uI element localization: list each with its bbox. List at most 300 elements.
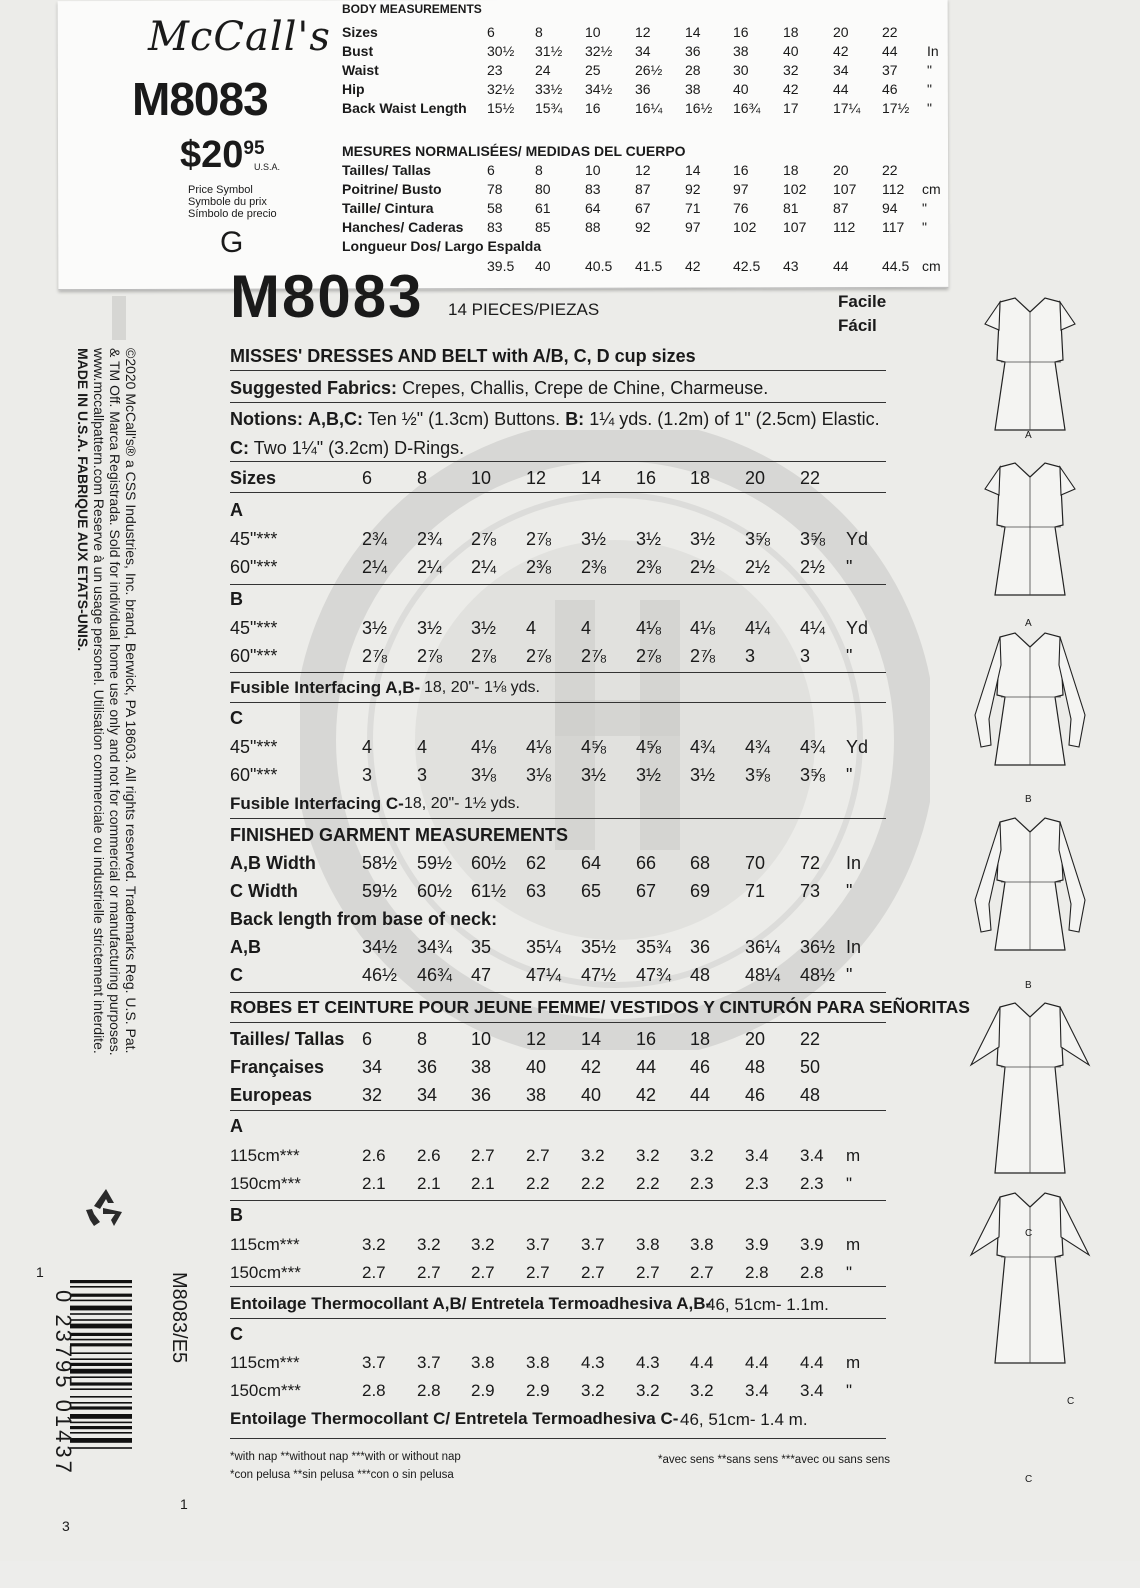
size-cell: 16: [636, 468, 657, 488]
cell: 2½: [745, 557, 771, 577]
cell: 68: [690, 853, 711, 873]
cell: 48: [800, 1085, 821, 1105]
cell: 37: [882, 62, 898, 78]
cell: 4⅛: [526, 737, 552, 757]
size-cell: 18: [690, 468, 711, 488]
cell: 3½: [636, 765, 662, 785]
unit: cm: [922, 181, 941, 197]
cell: 87: [833, 200, 849, 216]
dress-sketch: [955, 1185, 1105, 1365]
cell: 107: [833, 181, 857, 197]
size-cell: 12: [526, 468, 547, 488]
cell: 2.7: [362, 1263, 386, 1282]
cell: 10: [585, 162, 601, 178]
barcode-bar: [70, 1306, 132, 1311]
unit: m: [846, 1353, 861, 1372]
cell: 2.7: [417, 1263, 441, 1282]
row-label: 115cm***: [230, 1353, 300, 1372]
notions-c: C: Two 1¼" (3.2cm) D-Rings.: [230, 438, 465, 458]
cell: 3⅝: [745, 765, 771, 785]
cell: 23: [487, 62, 503, 78]
barcode-bar: [70, 1369, 132, 1374]
cell: 2.6: [362, 1146, 386, 1165]
cell: 18: [783, 162, 799, 178]
row-label: C: [230, 965, 243, 985]
barcode-bar: [70, 1402, 132, 1404]
cell: 3.8: [636, 1235, 660, 1254]
cell: 33½: [535, 81, 563, 97]
cell: 61½: [471, 881, 507, 901]
cell: 66: [636, 853, 657, 873]
cell: 3½: [690, 765, 716, 785]
pattern-number: M8083: [132, 73, 268, 125]
cell: 67: [635, 200, 651, 216]
cell: 3: [362, 765, 373, 785]
cell: 2.8: [745, 1263, 769, 1282]
sizes-header: Sizes: [230, 468, 277, 488]
cell: 4.3: [581, 1353, 605, 1372]
cell: 2.2: [581, 1174, 605, 1193]
cell: 6: [362, 1029, 373, 1049]
cell: 8: [535, 24, 543, 40]
cell: 42: [581, 1057, 602, 1077]
cell: 47¼: [526, 965, 562, 985]
cell: 36: [417, 1057, 438, 1077]
unit: ": [846, 1174, 853, 1193]
cell: 3.2: [471, 1235, 495, 1254]
fusible-ab-text: 18, 20"- 1⅛ yds.: [424, 679, 540, 696]
metric-measurements-header: MESURES NORMALISÉES/ MEDIDAS DEL CUERPO: [342, 143, 686, 159]
view-sketches: [955, 280, 1105, 1500]
cell: 4⅝: [581, 737, 607, 757]
row-label: C Width: [230, 881, 298, 901]
cell: 32½: [585, 43, 613, 59]
cell: 26½: [635, 62, 663, 78]
barcode: [70, 1280, 134, 1520]
cell: 85: [535, 219, 551, 235]
unit: Yd: [846, 737, 869, 757]
row-label: Hanches/ Caderas: [342, 219, 464, 235]
cell: 2¼: [471, 557, 497, 577]
barcode-bar: [70, 1324, 132, 1329]
unit: ": [846, 765, 853, 785]
row-label: 45"***: [230, 618, 278, 638]
metric-b-label: B: [230, 1205, 243, 1225]
cell: 71: [745, 881, 766, 901]
cell: 3.2: [581, 1146, 605, 1165]
barcode-bar: [70, 1363, 132, 1366]
cell: 42: [636, 1085, 657, 1105]
cell: 38: [471, 1057, 492, 1077]
dress-sketch: [955, 290, 1105, 470]
copyright-block: ©2020 McCall's® a CSS Industries, Inc. brand, Berwick, PA 18603. All rights reserved. Trademarks Reg. U.S. Pat. & TM Off. Marca Registrada. Sold for individual home use only and not for commercial or manufacturing purposes. www.mccallpattern.com Reserve à un usage personel. Utilisation commerciale ou industrielle strictement interdite. MADE IN U.S.A. FABRIQUE AUX ETATS-UNIS.: [75, 348, 139, 1056]
row-label: 60"***: [230, 557, 278, 577]
cell: 40: [535, 258, 551, 274]
fusible-c-text: 18, 20"- 1½ yds.: [404, 795, 520, 812]
unit: In: [846, 853, 862, 873]
cell: 112: [882, 181, 905, 197]
cell: 3⅛: [471, 765, 497, 785]
cell: 35: [471, 937, 492, 957]
barcode-bar: [70, 1333, 132, 1336]
barcode-bar: [70, 1388, 132, 1390]
unit: ": [846, 1381, 853, 1400]
unit: cm: [922, 258, 941, 274]
unit: ": [927, 62, 932, 78]
cell: 12: [635, 162, 651, 178]
cell: 2.3: [690, 1174, 714, 1193]
cell: 3.4: [745, 1381, 769, 1400]
cell: 16: [733, 162, 749, 178]
cell: 4⅛: [690, 618, 716, 638]
cell: 3.7: [362, 1353, 386, 1372]
dress-sketch: [955, 810, 1105, 990]
unit: ": [846, 646, 853, 666]
metric-a-label: A: [230, 1116, 243, 1136]
back-length-label: Longueur Dos/ Largo Espalda: [342, 238, 542, 254]
size-cell: 20: [745, 468, 766, 488]
barcode-bar: [70, 1432, 132, 1434]
cell: 46½: [362, 965, 398, 985]
cell: 3.4: [800, 1146, 824, 1165]
cell: 3.4: [745, 1146, 769, 1165]
cell: 3⅝: [800, 765, 826, 785]
cell: 2.7: [690, 1263, 714, 1282]
barcode-bar: [70, 1438, 132, 1443]
cell: 44: [636, 1057, 657, 1077]
view-c-label: C: [230, 708, 243, 728]
barcode-bar: [70, 1382, 132, 1385]
row-label: Sizes: [342, 24, 378, 40]
cell: 44: [833, 258, 849, 274]
view-label: A: [1025, 618, 1032, 629]
cell: 2.9: [471, 1381, 495, 1400]
entoilage-c-label: Entoilage Thermocollant C/ Entretela Termoadhesiva C-: [230, 1409, 679, 1428]
cell: 70: [745, 853, 766, 873]
cell: 3: [745, 646, 756, 666]
unit: ": [927, 81, 932, 97]
cell: 62: [526, 853, 547, 873]
cell: 97: [733, 181, 749, 197]
cell: 65: [581, 881, 602, 901]
unit: m: [846, 1146, 861, 1165]
size-cell: 10: [471, 468, 492, 488]
cell: 4.4: [745, 1353, 769, 1372]
cell: 83: [487, 219, 503, 235]
cell: 4: [362, 737, 373, 757]
rule: [230, 1022, 886, 1023]
footnote-en: *with nap **without nap ***with or without nap: [230, 1451, 461, 1463]
cell: 10: [471, 1029, 492, 1049]
cell: 107: [783, 219, 807, 235]
cell: 3⅛: [526, 765, 552, 785]
cell: 2.8: [800, 1263, 824, 1282]
cell: 2¼: [362, 557, 388, 577]
barcode-bar: [70, 1280, 132, 1283]
cell: 36: [471, 1085, 492, 1105]
cell: 3.2: [690, 1146, 714, 1165]
unit: ": [927, 100, 932, 116]
row-label: Tailles/ Tallas: [342, 162, 431, 178]
body-measurements-header: BODY MEASUREMENTS: [342, 4, 482, 16]
cell: 58½: [362, 853, 398, 873]
cell: 2.7: [471, 1263, 495, 1282]
barcode-bar: [70, 1352, 132, 1354]
unit: In: [927, 43, 939, 59]
cell: 35¼: [526, 937, 562, 957]
cell: 32: [362, 1085, 383, 1105]
cell: 35½: [581, 937, 617, 957]
rule: [230, 818, 886, 819]
cell: 72: [800, 853, 821, 873]
brand-logo: McCall's: [148, 14, 331, 60]
cell: 16: [585, 100, 601, 116]
barcode-bar: [70, 1300, 132, 1302]
cell: 92: [635, 219, 651, 235]
cell: 41.5: [635, 258, 663, 274]
cell: 2.7: [471, 1146, 495, 1165]
pieces-count: 14 PIECES/PIEZAS: [448, 300, 600, 319]
barcode-side-top: 1: [36, 1264, 44, 1280]
cell: 4¾: [800, 737, 826, 757]
price-country: U.S.A.: [254, 162, 281, 172]
unit: m: [846, 1235, 861, 1254]
unit: ": [846, 965, 853, 985]
metric-header: ROBES ET CEINTURE POUR JEUNE FEMME/ VESTIDOS Y CINTURÓN PARA SEÑORITAS: [230, 997, 970, 1017]
cell: 36¼: [745, 937, 781, 957]
cell: 34½: [585, 81, 613, 97]
cell: 102: [733, 219, 757, 235]
cell: 97: [685, 219, 701, 235]
cell: 2.1: [417, 1174, 441, 1193]
cell: 2.3: [800, 1174, 824, 1193]
cell: 8: [417, 1029, 428, 1049]
size-cell: 8: [417, 468, 428, 488]
cell: 2⅞: [581, 646, 607, 666]
cell: 42.5: [733, 258, 761, 274]
row-label: 150cm***: [230, 1263, 301, 1282]
cell: 46¾: [417, 965, 453, 985]
cell: 16: [733, 24, 749, 40]
view-label: A: [1025, 430, 1032, 441]
cell: 2.1: [362, 1174, 386, 1193]
row-label: A,B Width: [230, 853, 316, 873]
cell: 46: [882, 81, 898, 97]
row-label: Hip: [342, 81, 365, 97]
cell: 16: [636, 1029, 657, 1049]
barcode-bar: [70, 1343, 132, 1346]
barcode-bar: [70, 1414, 132, 1419]
cell: 2.6: [417, 1146, 441, 1165]
row-label: 45"***: [230, 529, 278, 549]
cell: 67: [636, 881, 657, 901]
cell: 2⅞: [526, 529, 552, 549]
view-label: C: [1025, 1474, 1033, 1485]
cell: 2⅜: [636, 557, 662, 577]
view-label: B: [1025, 980, 1032, 991]
cell: 3½: [581, 529, 607, 549]
cell: 3.2: [636, 1381, 660, 1400]
cell: 64: [585, 200, 601, 216]
cell: 46: [745, 1085, 766, 1105]
back-length-header: Back length from base of neck:: [230, 909, 498, 929]
cell: 40: [526, 1057, 547, 1077]
cell: 18: [690, 1029, 711, 1049]
cell: 35¾: [636, 937, 672, 957]
cell: 4¼: [745, 618, 771, 638]
cell: 3.8: [690, 1235, 714, 1254]
row-label: Waist: [342, 62, 379, 78]
unit: ": [922, 200, 927, 216]
row-label: Poitrine/ Busto: [342, 181, 442, 197]
fusible-ab-label: Fusible Interfacing A,B-: [230, 678, 421, 697]
entoilage-ab-text: 46, 51cm- 1.1m.: [706, 1295, 829, 1314]
cell: 34: [635, 43, 651, 59]
metric-c-label: C: [230, 1324, 243, 1344]
cell: 50: [800, 1057, 821, 1077]
cell: 48¼: [745, 965, 781, 985]
cell: 34¾: [417, 937, 453, 957]
cell: 36: [690, 937, 711, 957]
barcode-bar: [70, 1422, 132, 1424]
cell: 2.7: [526, 1146, 550, 1165]
cell: 4: [526, 618, 537, 638]
cell: 14: [685, 24, 701, 40]
cell: 64: [581, 853, 602, 873]
cell: 83: [585, 181, 601, 197]
cell: 2½: [800, 557, 826, 577]
cell: 2.7: [526, 1263, 550, 1282]
cell: 3½: [636, 529, 662, 549]
rule: [230, 1438, 886, 1439]
cell: 20: [833, 24, 849, 40]
cell: 34: [417, 1085, 438, 1105]
rule: [230, 1200, 886, 1201]
cell: 3½: [362, 618, 388, 638]
barcode-bar: [70, 1406, 132, 1409]
cell: 2⅞: [690, 646, 716, 666]
footnote-es: *con pelusa **sin pelusa ***con o sin pelusa: [230, 1469, 454, 1481]
cell: 3.2: [690, 1381, 714, 1400]
cell: 3½: [690, 529, 716, 549]
cell: 2.9: [526, 1381, 550, 1400]
row-label: 150cm***: [230, 1174, 301, 1193]
cell: 2⅜: [526, 557, 552, 577]
cell: 3.9: [800, 1235, 824, 1254]
cell: 47¾: [636, 965, 672, 985]
unit: ": [846, 881, 853, 901]
cell: 2.7: [636, 1263, 660, 1282]
cell: 22: [882, 162, 898, 178]
cell: 4⅛: [471, 737, 497, 757]
cell: 92: [685, 181, 701, 197]
cell: 42: [685, 258, 701, 274]
cell: 48½: [800, 965, 836, 985]
row-label: Françaises: [230, 1057, 325, 1077]
rule: [230, 992, 886, 993]
row-label: 60"***: [230, 646, 278, 666]
rule: [230, 584, 886, 585]
cell: 71: [685, 200, 701, 216]
dress-sketch: [955, 625, 1105, 805]
cell: 3.9: [745, 1235, 769, 1254]
cell: 78: [487, 181, 503, 197]
barcode-side-bottom: 3: [62, 1518, 70, 1534]
cell: 46: [690, 1057, 711, 1077]
cell: 18: [783, 24, 799, 40]
cell: 3.2: [417, 1235, 441, 1254]
finished-header: FINISHED GARMENT MEASUREMENTS: [230, 825, 569, 845]
cell: 4⅛: [636, 618, 662, 638]
rule: [230, 702, 886, 703]
cell: 14: [581, 1029, 602, 1049]
cell: 4¾: [745, 737, 771, 757]
barcode-bar: [70, 1319, 132, 1321]
cell: 36: [685, 43, 701, 59]
cell: 22: [800, 1029, 821, 1049]
cell: 40: [733, 81, 749, 97]
difficulty: Facile Fácil: [838, 292, 887, 335]
main-title: M8083: [230, 263, 424, 330]
cell: 42: [783, 81, 799, 97]
cell: 24: [535, 62, 551, 78]
cell: 4¾: [690, 737, 716, 757]
price-symbol: G: [220, 226, 244, 259]
cell: 4: [417, 737, 428, 757]
cell: 3½: [417, 618, 443, 638]
view-label: B: [1025, 794, 1032, 805]
cell: 4⅝: [636, 737, 662, 757]
cell: 44: [833, 81, 849, 97]
rule: [230, 1318, 886, 1319]
cell: 47: [471, 965, 492, 985]
notions: Notions: A,B,C: Ten ½" (1.3cm) Buttons. B: 1¼ yds. (1.2m) of 1" (2.5cm) Elastic.: [230, 409, 880, 429]
cell: 87: [635, 181, 651, 197]
cell: 2¾: [417, 529, 443, 549]
cell: 2.8: [417, 1381, 441, 1400]
cell: 4: [581, 618, 592, 638]
barcode-bar: [70, 1339, 132, 1341]
row-label: Back Waist Length: [342, 100, 467, 116]
cell: 2⅞: [417, 646, 443, 666]
barcode-side-right: 1: [180, 1496, 188, 1512]
row-label: 150cm***: [230, 1381, 301, 1400]
cell: 3.2: [636, 1146, 660, 1165]
cell: 34: [362, 1057, 383, 1077]
cell: 38: [733, 43, 749, 59]
cell: 16¼: [635, 100, 663, 116]
cell: 3.8: [526, 1353, 550, 1372]
cell: 15½: [487, 100, 515, 116]
cell: 17¼: [833, 100, 861, 116]
cell: 16¾: [733, 100, 761, 116]
row-label: Tailles/ Tallas: [230, 1029, 345, 1049]
cell: 40: [783, 43, 799, 59]
cell: 3⅝: [745, 529, 771, 549]
unit: ": [846, 557, 853, 577]
cell: 69: [690, 881, 711, 901]
barcode-bar: [70, 1447, 132, 1449]
rule: [230, 1110, 886, 1111]
unit: ": [922, 219, 927, 235]
cell: 20: [745, 1029, 766, 1049]
row-label: Europeas: [230, 1085, 313, 1105]
cell: 2⅞: [471, 646, 497, 666]
made-in-usa-flag: [112, 296, 126, 340]
cell: 3.4: [800, 1381, 824, 1400]
cell: 36: [635, 81, 651, 97]
cell: 3: [417, 765, 428, 785]
